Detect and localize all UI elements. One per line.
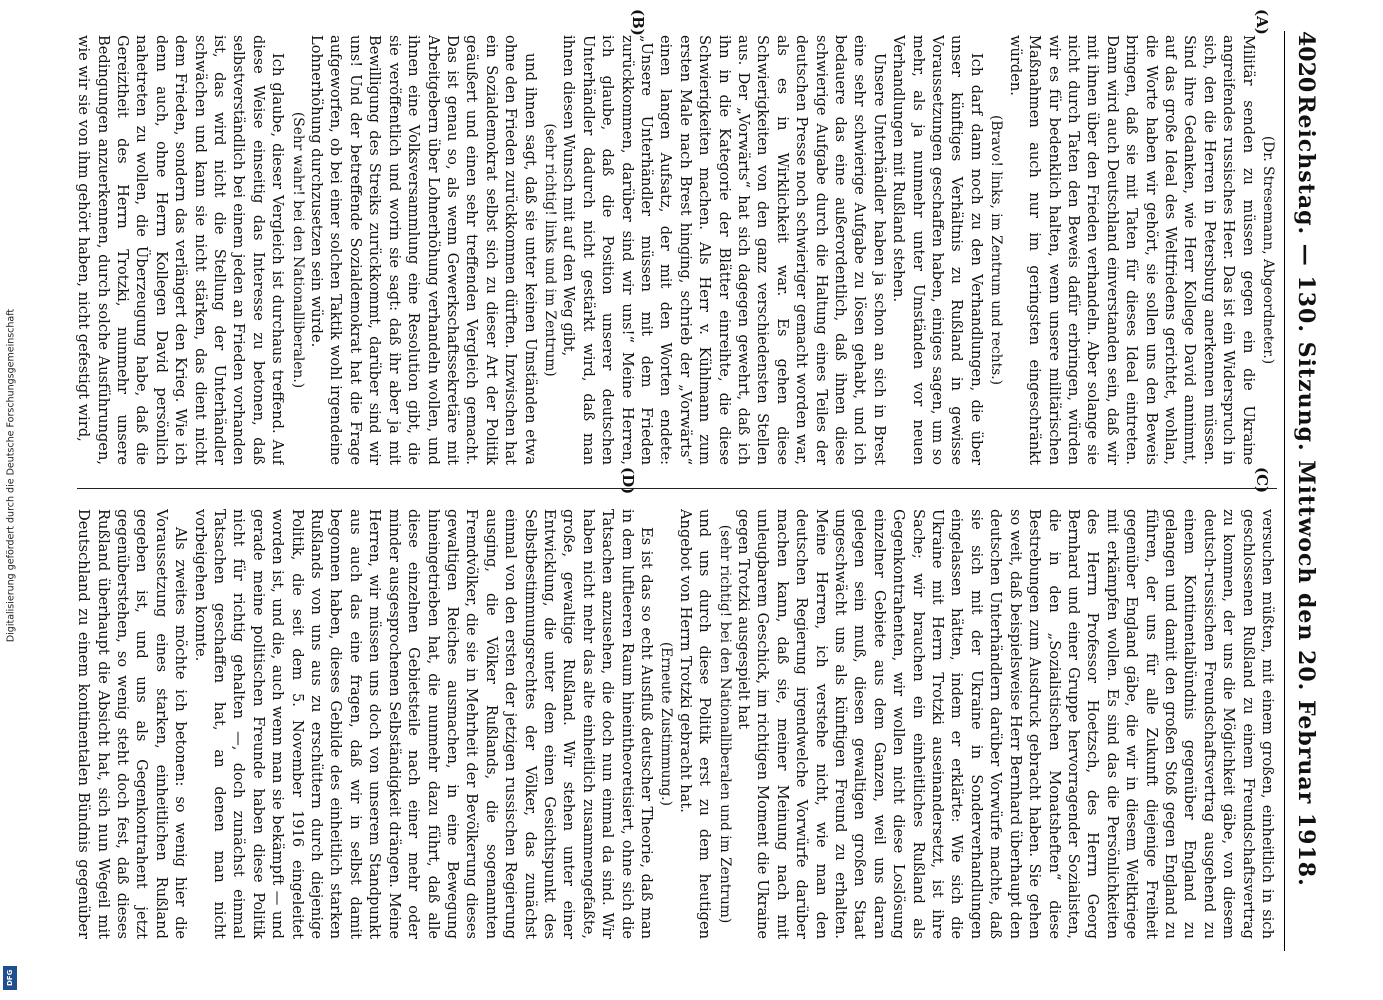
paragraph: Als zweites möchte ich betonen: so wenig hier die Voraussetzung eines starken, einheitlichen Rußland gegeben ist, und uns als Gegenkontrahent jetzt gegenüberstehen, so wenig steht doch fest, daß dieses Rußland überhaupt die Absicht hat, sich nun Wegeil mit Deutschland zu einem kontinentalen Bündnis gegenüber <box>75 509 190 939</box>
margin-marker-d: (D) <box>619 467 637 495</box>
interjection: (Dr. Stresemann, Abgeordneter.) <box>1260 135 1276 365</box>
margin-marker-c: (C) <box>1253 467 1271 494</box>
digitization-note <box>0 0 22 1000</box>
page-header <box>1285 31 1321 951</box>
dfg-logo: DFG <box>3 966 17 990</box>
header-title: Reichstag. — 130. Sitzung. <box>1293 95 1319 452</box>
header-date: Mittwoch den 20. Februar 1918. <box>1293 460 1319 887</box>
column-divider <box>77 488 1277 489</box>
interjection: (sehr richtig! links und im Zentrum) <box>541 123 558 377</box>
newspaper-page <box>57 9 1327 961</box>
margin-marker-b: (B) <box>629 9 647 36</box>
paragraph: Militär senden zu müssen gegen ein die Ukraine angreifendes russisches Heer. Das ist ein Widerspruch in sich, den die Herren in Petersburg anerkennen müssen. Sind ihre Gedanken, wie Herr Kollege David annimmt, auf das große Ideal des Weltfriedens gerichtet, wohlan, die Worte haben wir gehört, sie sollen uns den Beweis bringen, daß sie mit Taten für dieses Ideal eintreten. Dann wird auch Deutschland einverstanden sein, daß wir mit ihnen über den Frieden verhandeln. Aber solange sie nicht durch Taten den Beweis dafür erbringen, würden wir es für bedenklich halten, wenn unsere militärischen Maßnahmen auch nur im geringsten eingeschränkt würden. <box>1006 35 1257 465</box>
paragraph: versuchen müßten, mit einem großen, einheitlich in sich geschlossenen Rußland zu einem Freundschaftsvertrag zu kommen, der uns die Möglichkeit gäbe, von diesem deutsch-russischen Freundschaftsvertrag ausgehend zu einem Kontinentalbündnis gegenüber England zu gelangen und damit den großen Stoß gegen England zu führen, der uns für alle Zukunft diejenige Freiheit gegenüber England gäbe, die wir in diesem Weltkriege mit erkämpfen wollen. Es sind das die Persönlichkeiten des Herrn Professor Hoetzsch, des Herrn Georg Bernhard und einer Gruppe hervorragender Sozialisten, die in den „Sozialistischen Monatsheften“ diese Bestrebungen zum Ausdruck gebracht haben. Sie gehen so weit, daß beispielsweise Herr Bernhard überhaupt den deutschen Unterhändlern darüber Vorwürfe machte, daß sie sich mit der Ukraine in Sonderverhandlungen eingelassen hätten, indem er erklärte: Wie sich die Ukraine mit Herrn Trotzki auseinandersetzt, ist ihre Sache; wir brauchen ein einheitliches Rußland als Gegenkontrahenten, wir wollen nicht diese Loslösung einzelner Gebiete aus dem Ganzen, weil uns daran gelegen sein muß, diesen gewaltigen großen Staat ungeschwächt uns als künftigen Freund zu erhalten. Meine Herren, ich verstehe nicht, wie man den deutschen Regierung irgendwelche Vorwürfe darüber machen kann, daß sie, meiner Meinung nach mit unleugbarem Geschick, im richtigen Moment die Ukraine gegen Trotzki ausgespielt hat <box>735 509 1276 939</box>
paragraph: Es ist das so echt Ausfluß deutscher Theorie, daß man in dem luftleeren Raum hineintheoretisiert, ohne sich die Tatsachen anzusehen, die doch nun einmal da sind. Wir haben nicht mehr das alte einheitlich zusammengefaßte, große, gewaltige Rußland. Wir stehen unter einer Entwicklung, die unter dem einen Gesichtspunkt des Selbstbestimmungsrechtes der Völker, das zunächst einmal von den ersten der jetzigen russischen Regierung ausging, die Völker Rußlands, die sogenannten Fremdvölker, die sie in Mehrheit der Bevölkerung dieses gewaltigen Reiches ausmachen, in eine Bewegung hineingetrieben hat, die nunmehr dazu führt, daß alle diese einzelnen Gebietsteile nach einer mehr oder minder ausgesprochenen Selbständigkeit drängen. Meine Herren, wir müssen uns doch von unserem Standpunkt aus auch das eine fragen, daß wir in selbst damit begonnen haben, dieses Gebilde des einheitlich starken Rußlands von uns aus zu erschüttern durch diejenige Politik, die seit dem 5. November 1916 eingeleitet worden ist, und die, auch wenn man sie bekämpft — und gerade meine politischen Freunde haben diese Politik nicht für richtig gehalten —, doch zunächst einmal Tatsachen geschaffen hat, an denen man nicht vorbeigehen konnte. <box>191 509 655 939</box>
interjection <box>72 35 74 465</box>
left-column <box>72 35 1277 465</box>
right-column <box>72 509 1277 939</box>
page-number: 4020 <box>1293 31 1319 93</box>
paragraph: Ich glaube, dieser Vergleich ist durchaus treffend. Auf diese Weise einseitig das Interesse zu betonen, daß selbstverständlich bei einem jeden an Frieden vorhanden ist, das wird nicht die Stellung der Unterhändler schwächen und kann sie nicht stärken, das dient nicht dem Frieden, sondern das verlängert den Krieg. Wie ich denn auch, ohne Herrn Kollegen David persönlich nahetreten zu wollen, die Überzeugung habe, daß die Gereiztheit des Herrn Trotzki, nunmehr unsere Bedingungen anzuerkennen, durch solche Ausführungen, wie wir sie von ihm gehört haben, nicht gefestigt wird, <box>75 35 287 465</box>
funding-note-text: Digitalisierung gefördert durch die Deutsche Forschungsgemeinschaft <box>5 308 17 643</box>
interjection: (Erneute Zustimmung.) <box>658 641 675 807</box>
header-session <box>1293 31 1319 951</box>
header-rule <box>1284 31 1285 951</box>
paragraph: und uns durch diese Politik erst zu dem heutigen Angebot von Herrn Trotzki gebracht hat. <box>676 509 714 939</box>
interjection: (Bravo! links, im Zentrum und rechts.) <box>988 114 1005 386</box>
margin-marker-a: (A) <box>1253 9 1271 35</box>
interjection: (sehr richtig! bei den Nationalliberalen und im Zentrum) <box>716 524 733 924</box>
paragraph: und ihnen sagt, daß sie unter keinen Umständen etwa ohne den Frieden zurückkommen dürften. Inzwischen hat ein Sozialdemokrat selbst sich zu dieser Art der Politik geäußert und einen sehr treffenden Vergleich gemacht. Das ist genau so, als wenn Gewerkschaftssekretäre mit Arbeitgebern über Lohnerhöhung verhandeln wollen, und ihnen eine Volksversammlung eine Resolution gibt, die sie veröffentlich und worin sie sagt: daß ihr aber ja mit Bewilligung des Streiks zurückkommt, darüber sind wir uns! Und der betreffende Sozialdemokrat hat die Frage aufgeworfen, ob bei einer solchen Taktik wohl irgendeine Lohnerhöhung durchzusetzen sein würde. <box>308 35 539 465</box>
interjection: (Sehr wahr! bei den Nationalliberalen.) <box>289 111 306 389</box>
paragraph: Unsere Unterhändler haben ja schon an sich in Brest eine sehr schwierige Aufgabe zu lösen gehabt, und ich bedauere das eine außerordentlich, daß ihnen diese schwierige Aufgabe durch die Haltung eines Teiles der deutschen Presse noch schwieriger gemacht worden war, als es in Wirklichkeit war. Es gehen diese Schwierigkeiten von den ganz verschiedensten Stellen aus. Der „Vorwärts“ hat sich dagegen gewehrt, daß ich ihn in die Kategorie der Blätter einreihte, die diese Schwierigkeiten machen. Als Herr v. Kühlmann zum ersten Male nach Brest hinging, schrieb der „Vorwärts“ einen langen Aufsatz, der mit den Worten endete: „Unsere Unterhändler müssen mit dem Frieden zurückkommen, darüber sind wir uns!“ Meine Herren, ich glaube, daß die Position unserer deutschen Unterhändler dadurch nicht gestärkt wird, daß man ihnen diesen Wunsch mit auf den Weg gibt, <box>560 35 888 465</box>
paragraph: Ich darf dann noch zu den Verhandlungen, die über unser künftiges Verhältnis zu Rußland in gewisse Voraussetzungen geschaffen haben, einiges sagen, um so mehr, als ja nunmehr unter Umständen vor neuen Verhandlungen mit Rußland stehen. <box>890 35 985 465</box>
